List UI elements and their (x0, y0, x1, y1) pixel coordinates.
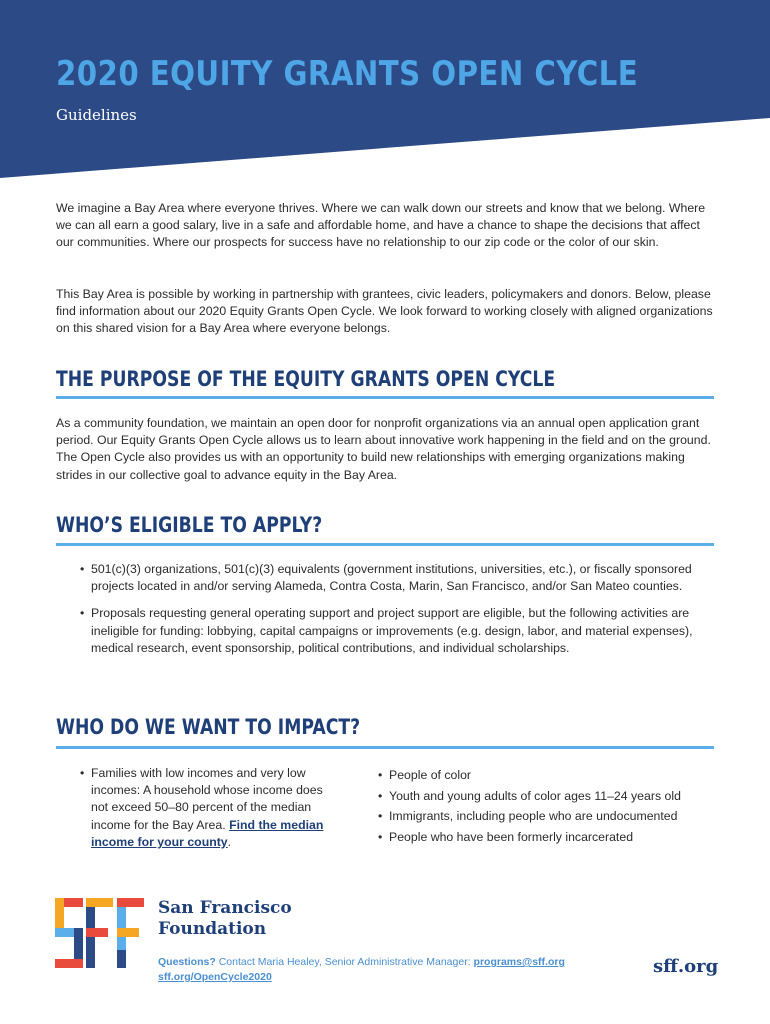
sff-logo (55, 898, 145, 968)
intro-paragraph-1: We imagine a Bay Area where everyone thrives. Where we can walk down our streets and know that we belong. Where we can all earn a good salary, live in a safe and affordable home, and have a chance to shape the decisions that affect our communities. Where our prospects for success have no relationship to our zip code or the color of our skin. (56, 201, 706, 250)
impact-item (80, 765, 342, 851)
org-name-line-2: Foundation (158, 919, 267, 939)
median-income-link[interactable]: Find the median income for your county (91, 817, 324, 849)
open-cycle-link[interactable]: sff.org/OpenCycle2020 (158, 971, 272, 983)
org-name-line-1: San Francisco (158, 898, 292, 918)
eligibility-item: • Proposals requesting general operating support and project support are eligible, but the following activities are ineligible for funding: lobbying, capital campaigns or improvements (e.g. design, labor, and material expenses), medical research, event sponsorship, political contributions, and individual scholarships. (80, 605, 716, 657)
eligibility-list (80, 561, 716, 657)
document-title: 2020 EQUITY GRANTS OPEN CYCLE (56, 54, 639, 94)
impact-heading: WHO DO WE WANT TO IMPACT? (56, 715, 361, 739)
organization-name (158, 898, 292, 940)
impact-item-end: . (227, 834, 232, 849)
impact-item-text: Families with low incomes and very low incomes: A household whose income does not exceed 50–80 percent of the median income for the Bay Area. (91, 766, 323, 832)
intro-paragraph-2: This Bay Area is possible by working in partnership with grantees, civic leaders, policymakers and donors. Below, please find information about our 2020 Equity Grants Open Cycle. We look forward to working closely with aligned organizations on this shared vision for a Bay Area where everyone belongs. (56, 287, 713, 336)
impact-list-left (80, 765, 342, 851)
site-url[interactable]: sff.org (653, 956, 719, 977)
impact-item: • People who have been formerly incarcerated (378, 829, 718, 846)
eligibility-heading: WHO’S ELIGIBLE TO APPLY? (56, 513, 323, 537)
section-divider (56, 543, 714, 546)
contact-text: Contact Maria Healey, Senior Administrative Manager: (218, 956, 471, 968)
purpose-heading: THE PURPOSE OF THE EQUITY GRANTS OPEN CYCLE (56, 367, 556, 391)
impact-item: • People of color (378, 767, 718, 784)
impact-item: • Youth and young adults of color ages 11–24 years old (378, 788, 718, 805)
impact-item: • Immigrants, including people who are undocumented (378, 808, 718, 825)
section-divider (56, 396, 714, 399)
section-divider (56, 746, 714, 749)
purpose-paragraph: As a community foundation, we maintain an open door for nonprofit organizations via an annual open application grant period. Our Equity Grants Open Cycle allows us to learn about innovative work happening in the field and on the ground. The Open Cycle also provides us with an opportunity to build new relationships with emerging organizations making strides in our collective goal to advance equity in the Bay Area. (56, 416, 711, 482)
questions-label: Questions? (158, 956, 216, 968)
impact-list-right (378, 767, 718, 846)
contact-info (158, 955, 565, 985)
email-link[interactable]: programs@sff.org (473, 956, 565, 968)
eligibility-item: • 501(c)(3) organizations, 501(c)(3) equivalents (government institutions, universities, etc.), or fiscally sponsored projects located in and/or serving Alameda, Contra Costa, Marin, San Francisco, and/or San Mateo counties. (80, 561, 716, 595)
document-subtitle: Guidelines (56, 106, 137, 124)
